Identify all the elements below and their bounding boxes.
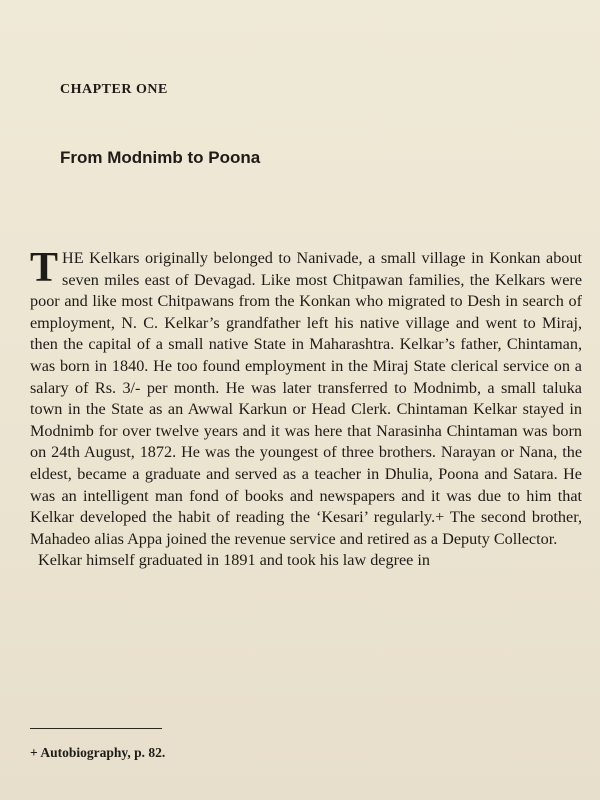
paragraph-2: Kelkar himself graduated in 1891 and took his law degree in <box>38 551 430 570</box>
chapter-title: From Modnimb to Poona <box>60 148 261 167</box>
chapter-label: CHAPTER ONE <box>60 82 168 97</box>
paragraph-1-text: HE Kelkars originally belonged to Nanivade, a small village in Konkan about seven miles east of Devagad. Like most Chitpawan families, the Kelkars were poor and like most Chitpawans from the Konkan who migrated to Desh in search of employment, N. C. Kelkar’s grandfather left his native village and went to Miraj, then the capital of a small native State in Maharashtra. Kelkar’s father, Chintaman, was born in 1840. He too found employment in the Miraj State clerical service on a salary of Rs. 3/- per month. He was later transferred to Modnimb, a small taluka town in the State as an Awwal Karkun or Head Clerk. Chintaman Kelkar stayed in Modnimb for over twelve years and it was here that Narasinha Chintaman was born on 24th August, 1872. He was the youngest of three brothers. Narayan or Nana, the eldest, became a graduate and served as a teacher in Dhulia, Poona and Satara. He was an intelligent man fond of books and newspapers and it was due to him that Kelkar developed the habit of reading the ‘Kesari’ regularly.+ The second brother, Mahadeo alias Appa joined the revenue service and retired as a Deputy Collector. <box>30 249 582 548</box>
drop-cap: T <box>30 245 59 291</box>
body-text <box>30 245 582 572</box>
footnote-divider <box>30 728 162 729</box>
paragraph-1 <box>30 245 582 550</box>
footnote: + Autobiography, p. 82. <box>30 745 166 760</box>
